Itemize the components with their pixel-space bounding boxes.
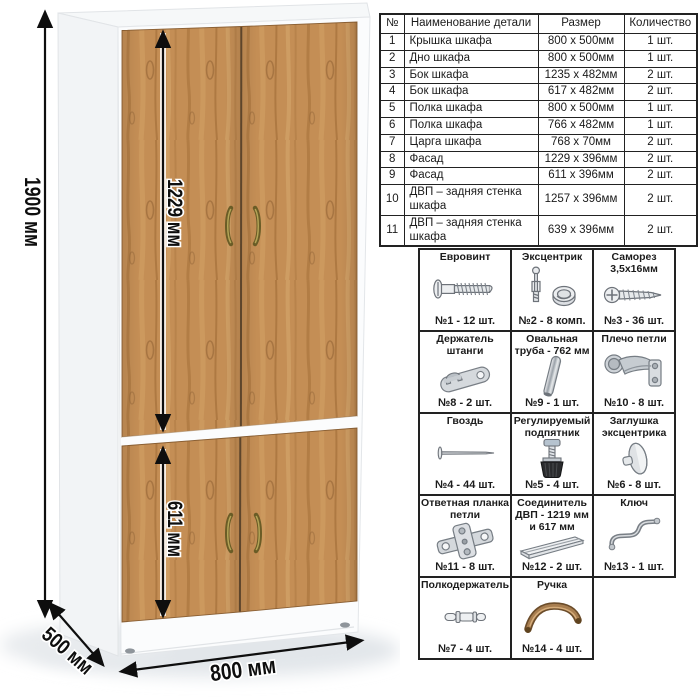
table-cell: 2 шт. (624, 84, 697, 101)
hardware-item-qty: №3 - 36 шт. (604, 314, 665, 327)
table-row (380, 215, 697, 246)
table-cell: 1 шт. (624, 101, 697, 118)
table-cell: Полка шкафа (404, 101, 538, 118)
table-cell: 611 x 396мм (538, 168, 624, 185)
hardware-item-hdf-connector (511, 495, 593, 577)
lower-doors (122, 428, 357, 622)
table-cell: 1235 x 482мм (538, 67, 624, 84)
hinge-plate-icon (434, 522, 496, 561)
hardware-item-qty: №13 - 1 шт. (604, 560, 665, 573)
table-row (380, 34, 697, 51)
table-cell: Бок шкафа (404, 84, 538, 101)
header-number: № (380, 14, 404, 34)
handle-icon (520, 592, 584, 643)
header-part-name: Наименование детали (404, 14, 538, 34)
hardware-item-title: Ручка (537, 579, 568, 591)
header-size: Размер (538, 14, 624, 34)
table-cell: 11 (380, 215, 404, 246)
table-cell: Полка шкафа (404, 117, 538, 134)
hardware-item-title: Ответная планка петли (421, 497, 510, 521)
table-cell: ДВП – задняя стенка шкафа (404, 185, 538, 216)
depth-dimension-label: 500 мм (37, 622, 107, 688)
hinge-arm-icon (601, 346, 667, 397)
header-quantity: Количество (624, 14, 697, 34)
table-cell: 1 шт. (624, 34, 697, 51)
table-cell: Фасад (404, 151, 538, 168)
table-cell: 2 шт. (624, 151, 697, 168)
table-cell: 800 x 500мм (538, 34, 624, 51)
hardware-item-hinge-arm (593, 331, 675, 413)
table-cell: 7 (380, 134, 404, 151)
key-icon (605, 510, 663, 561)
table-row (380, 84, 697, 101)
cam-cap-icon (614, 440, 654, 479)
table-cell: Крышка шкафа (404, 34, 538, 51)
table-cell: 1 шт. (624, 117, 697, 134)
hardware-item-qty: №9 - 1 шт. (525, 396, 580, 409)
table-cell: 1257 x 396мм (538, 185, 624, 216)
table-cell: 1 шт. (624, 50, 697, 67)
hardware-item-title: Плечо петли (601, 333, 667, 345)
table-row (380, 168, 697, 185)
hdf-connector-icon (517, 533, 587, 561)
hardware-item-qty: №8 - 2 шт. (438, 396, 493, 409)
hardware-item-adjustable-foot (511, 413, 593, 495)
table-cell: 800 x 500мм (538, 101, 624, 118)
hardware-item-hinge-plate (419, 495, 511, 577)
parts-table-header-row (380, 14, 697, 34)
table-cell: 6 (380, 117, 404, 134)
table-cell: 617 x 482мм (538, 84, 624, 101)
hardware-item-handle (511, 577, 593, 659)
upper-section-dimension-label: 1229 мм (163, 179, 186, 263)
eccentric-cam-icon (523, 264, 581, 315)
table-cell: 2 (380, 50, 404, 67)
hardware-item-qty: №5 - 4 шт. (525, 478, 580, 491)
hardware-item-title: Полкодержатель (421, 579, 510, 591)
height-dimension-label: 1900 мм (20, 177, 45, 265)
hardware-item-qty: №1 - 12 шт. (434, 314, 496, 327)
hardware-item-title: Регулируемый подпятник (513, 415, 591, 439)
table-cell: 2 шт. (624, 168, 697, 185)
hardware-grid-empty-cell (593, 577, 675, 659)
table-cell: 3 (380, 67, 404, 84)
hardware-item-title: Держатель штанги (436, 333, 494, 357)
hardware-item-nail (419, 413, 511, 495)
parts-table (379, 13, 698, 247)
hardware-item-title: Эксцентрик (521, 251, 583, 263)
hardware-item-qty: №12 - 2 шт. (522, 560, 583, 573)
table-cell: 768 x 70мм (538, 134, 624, 151)
table-cell: 2 шт. (624, 67, 697, 84)
hardware-item-eurovint (419, 249, 511, 331)
table-row (380, 67, 697, 84)
hardware-item-qty: №6 - 8 шт. (607, 478, 662, 491)
table-cell: 2 шт. (624, 185, 697, 216)
table-cell: 9 (380, 168, 404, 185)
table-cell: 800 x 500мм (538, 50, 624, 67)
hardware-item-oval-tube (511, 331, 593, 413)
lower-section-dimension-label: 611 мм (163, 501, 186, 572)
table-cell: 8 (380, 151, 404, 168)
table-cell: 2 шт. (624, 134, 697, 151)
self-tapping-screw-icon (603, 276, 665, 315)
oval-tube-icon (534, 358, 570, 397)
table-row (380, 151, 697, 168)
table-row (380, 117, 697, 134)
table-cell: 10 (380, 185, 404, 216)
table-cell: 639 x 396мм (538, 215, 624, 246)
hardware-item-key (593, 495, 675, 577)
table-row (380, 101, 697, 118)
hardware-item-title: Заглушка эксцентрика (601, 415, 667, 439)
hardware-item-qty: №10 - 8 шт. (604, 396, 665, 409)
hardware-item-shelf-pin (419, 577, 511, 659)
table-cell: 766 x 482мм (538, 117, 624, 134)
hardware-grid (418, 248, 676, 660)
hardware-item-title: Соединитель ДВП - 1219 мм и 617 мм (515, 497, 589, 533)
wardrobe-foot (340, 622, 350, 627)
table-row (380, 50, 697, 67)
table-cell: Дно шкафа (404, 50, 538, 67)
table-cell: 4 (380, 84, 404, 101)
hardware-item-screw (593, 249, 675, 331)
table-cell: 1 (380, 34, 404, 51)
nail-icon (434, 428, 496, 479)
table-row (380, 134, 697, 151)
shelf-pin-icon (441, 592, 489, 643)
hardware-item-eccentric (511, 249, 593, 331)
hardware-item-qty: №11 - 8 шт. (435, 560, 495, 573)
hardware-item-title: Овальная труба - 762 мм (514, 333, 590, 357)
hardware-item-title: Ключ (620, 497, 648, 509)
table-cell: 2 шт. (624, 215, 697, 246)
euro-screw-icon (432, 264, 498, 315)
rod-holder-icon (434, 358, 496, 397)
hardware-item-rod-holder (419, 331, 511, 413)
table-cell: Фасад (404, 168, 538, 185)
table-cell: Бок шкафа (404, 67, 538, 84)
hardware-item-qty: №7 - 4 шт. (438, 642, 493, 655)
table-cell: 5 (380, 101, 404, 118)
table-cell: Царга шкафа (404, 134, 538, 151)
hardware-item-qty: №4 - 44 шт. (434, 478, 496, 491)
hardware-item-qty: №14 - 4 шт. (522, 642, 583, 655)
wardrobe-foot (125, 648, 135, 653)
hardware-item-title: Евровинт (439, 251, 491, 263)
upper-doors (122, 22, 357, 437)
table-row (380, 185, 697, 216)
table-cell: 1229 x 396мм (538, 151, 624, 168)
hardware-item-cam-cap (593, 413, 675, 495)
hardware-item-qty: №2 - 8 комп. (518, 314, 586, 327)
table-cell: ДВП – задняя стенка шкафа (404, 215, 538, 246)
hardware-item-title: Саморез 3,5х16мм (610, 251, 658, 275)
width-dimension-label: 800 мм (208, 650, 291, 687)
hardware-item-title: Гвоздь (446, 415, 484, 427)
adjustable-foot-icon (533, 440, 571, 479)
